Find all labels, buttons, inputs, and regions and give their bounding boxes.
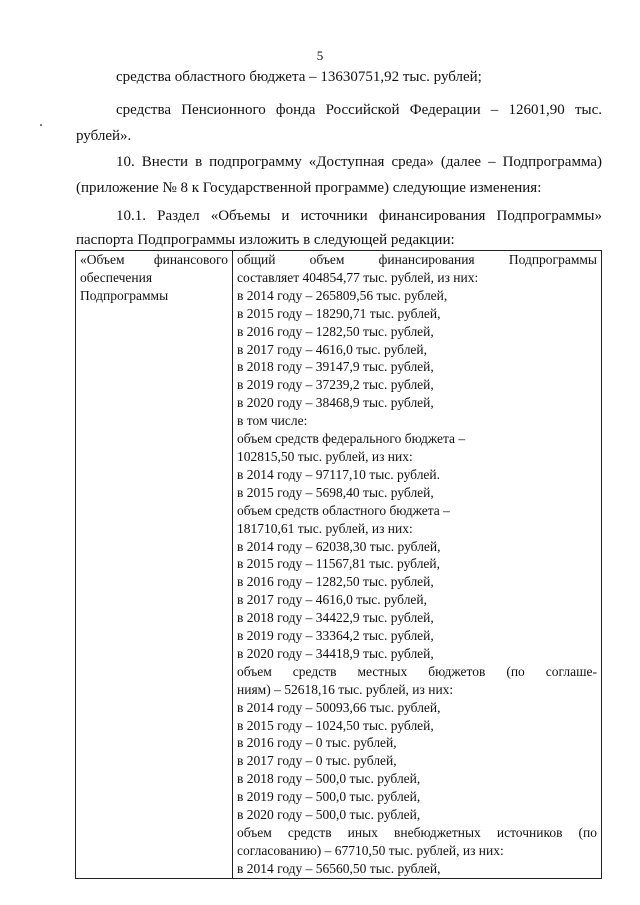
paragraph-pension-fund: средства Пенсионного фонда Российской Федерации – 12601,90 тыс. xyxy=(116,102,602,118)
funding-line: согласованию) – 67710,50 тыс. рублей, из них: xyxy=(237,842,504,858)
funding-label-cell xyxy=(76,251,233,879)
funding-line: в 2019 году – 500,0 тыс. рублей, xyxy=(237,789,421,805)
passport-table xyxy=(75,250,602,879)
funding-line: в 2020 году – 34418,9 тыс. рублей, xyxy=(237,645,434,661)
funding-line: объем средств местных бюджетов (по соглаше- xyxy=(237,663,597,679)
funding-label-line: Подпрограммы xyxy=(80,287,169,303)
funding-line: в 2017 году – 4616,0 тыс. рублей, xyxy=(237,341,428,357)
funding-line: в 2019 году – 37239,2 тыс. рублей, xyxy=(237,377,434,393)
paragraph-item-10-1-cont: паспорта Подпрограммы изложить в следующей редакции: xyxy=(76,232,455,248)
funding-line: в 2014 году – 97117,10 тыс. рублей. xyxy=(237,466,441,482)
paragraph-regional-budget: средства областного бюджета – 13630751,92 тыс. рублей; xyxy=(116,69,482,85)
page-number: 5 xyxy=(316,48,324,63)
paragraph-item-10-cont: (приложение № 8 к Государственной программе) следующие изменения: xyxy=(76,180,542,196)
paragraph-pension-fund-end: рублей». xyxy=(76,128,132,144)
funding-details-cell xyxy=(233,251,602,879)
funding-label-line: обеспечения xyxy=(80,269,153,285)
funding-line: объем средств иных внебюджетных источников (по xyxy=(237,825,597,840)
funding-line: в 2015 году – 5698,40 тыс. рублей, xyxy=(237,484,434,500)
funding-line: в 2016 году – 1282,50 тыс. рублей, xyxy=(237,323,434,339)
scan-speck xyxy=(40,124,42,126)
funding-line: в 2016 году – 0 тыс. рублей, xyxy=(237,735,397,751)
funding-line: в 2020 году – 38468,9 тыс. рублей, xyxy=(237,395,434,411)
funding-label-line: «Объем финансового xyxy=(80,252,228,267)
paragraph-item-10-1: 10.1. Раздел «Объемы и источники финансирования Подпрограммы» xyxy=(116,208,602,224)
funding-line: в 2016 году – 1282,50 тыс. рублей, xyxy=(237,574,434,590)
funding-line: в 2014 году – 62038,30 тыс. рублей, xyxy=(237,538,441,554)
funding-line: в 2015 году – 11567,81 тыс. рублей, xyxy=(237,556,441,572)
funding-line: в 2014 году – 50093,66 тыс. рублей, xyxy=(237,699,441,715)
funding-line: объем средств областного бюджета – xyxy=(237,502,450,518)
funding-line: составляет 404854,77 тыс. рублей, из них: xyxy=(237,269,479,285)
funding-line: общий объем финансирования Подпрограммы xyxy=(237,252,597,267)
funding-line: 181710,61 тыс. рублей, из них: xyxy=(237,520,413,536)
funding-line: в 2018 году – 34422,9 тыс. рублей, xyxy=(237,610,434,626)
funding-line: в 2017 году – 4616,0 тыс. рублей, xyxy=(237,592,428,608)
funding-line: в 2014 году – 265809,56 тыс. рублей, xyxy=(237,287,448,303)
funding-line: в 2014 году – 56560,50 тыс. рублей, xyxy=(237,860,441,876)
funding-line: объем средств федерального бюджета – xyxy=(237,431,466,447)
funding-line: в 2020 году – 500,0 тыс. рублей, xyxy=(237,807,421,823)
paragraph-item-10: 10. Внести в подпрограмму «Доступная среда» (далее – Подпрограмма) xyxy=(116,154,602,170)
funding-line: в 2017 году – 0 тыс. рублей, xyxy=(237,753,397,769)
funding-line: в 2018 году – 39147,9 тыс. рублей, xyxy=(237,359,434,375)
funding-line: в 2015 году – 1024,50 тыс. рублей, xyxy=(237,717,434,733)
funding-line: в 2018 году – 500,0 тыс. рублей, xyxy=(237,771,421,787)
funding-line: 102815,50 тыс. рублей, из них: xyxy=(237,448,413,464)
funding-line: ниям) – 52618,16 тыс. рублей, из них: xyxy=(237,681,454,697)
table-row xyxy=(76,251,602,879)
funding-line: в 2015 году – 18290,71 тыс. рублей, xyxy=(237,305,441,321)
funding-line: в 2019 году – 33364,2 тыс. рублей, xyxy=(237,628,434,644)
funding-line: в том числе: xyxy=(237,413,308,429)
